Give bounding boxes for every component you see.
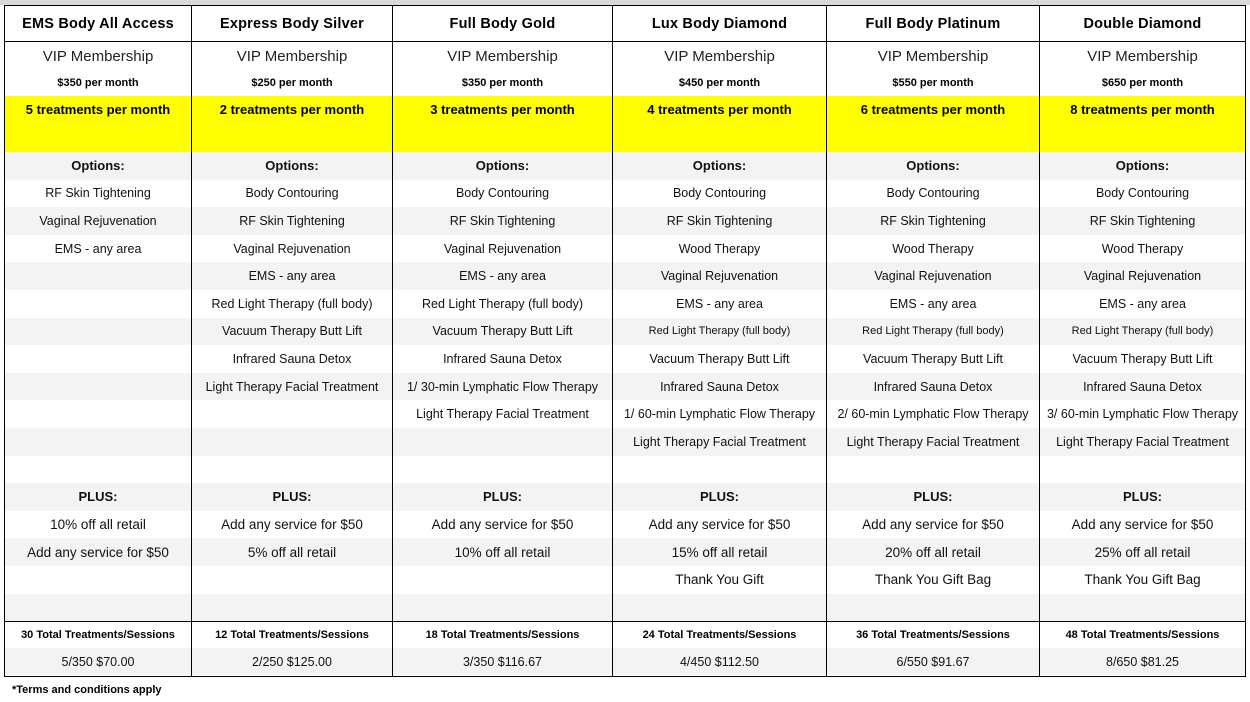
plus-heading: PLUS: bbox=[1040, 483, 1245, 511]
option-item: Red Light Therapy (full body) bbox=[613, 318, 826, 346]
option-item: EMS - any area bbox=[676, 296, 763, 311]
option-item bbox=[613, 456, 826, 484]
option-item bbox=[1040, 456, 1245, 484]
options-heading: Options: bbox=[1040, 152, 1245, 180]
plan-total-sessions: 36 Total Treatments/Sessions bbox=[827, 621, 1039, 648]
option-item: Vaginal Rejuvenation bbox=[613, 262, 826, 290]
plus-item: Add any service for $50 bbox=[431, 517, 574, 533]
option-item: EMS - any area bbox=[393, 262, 612, 290]
plan-membership: VIP Membership bbox=[1087, 47, 1198, 65]
option-item: Vaginal Rejuvenation bbox=[233, 241, 351, 256]
plan-title: Full Body Gold bbox=[393, 6, 612, 42]
plan-membership: VIP Membership bbox=[664, 47, 775, 65]
option-item: Infrared Sauna Detox bbox=[443, 351, 562, 366]
plan-column bbox=[1040, 6, 1245, 676]
options-heading: Options: bbox=[192, 152, 392, 180]
plan-treatments: 6 treatments per month bbox=[827, 96, 1039, 152]
plan-total-sessions: 18 Total Treatments/Sessions bbox=[393, 621, 612, 648]
plus-item: Add any service for $50 bbox=[648, 517, 791, 533]
plan-column bbox=[827, 6, 1040, 676]
option-item bbox=[5, 373, 191, 401]
plan-column bbox=[393, 6, 613, 676]
plan-price: $350 per month bbox=[461, 77, 544, 89]
plan-column bbox=[192, 6, 393, 676]
option-item: EMS - any area bbox=[192, 262, 392, 290]
options-heading: Options: bbox=[5, 152, 191, 180]
plus-item: 5% off all retail bbox=[192, 538, 392, 566]
option-item: Body Contouring bbox=[886, 186, 980, 201]
plan-price: $250 per month bbox=[251, 77, 333, 89]
plan-membership: VIP Membership bbox=[447, 47, 558, 65]
option-item: RF Skin Tightening bbox=[613, 207, 826, 235]
plus-item bbox=[613, 594, 826, 622]
option-item: Infrared Sauna Detox bbox=[613, 373, 826, 401]
plan-total-sessions: 24 Total Treatments/Sessions bbox=[613, 621, 826, 648]
plan-treatments: 2 treatments per month bbox=[192, 96, 392, 152]
option-item: Vacuum Therapy Butt Lift bbox=[393, 318, 612, 346]
option-item bbox=[192, 400, 392, 428]
plan-membership: VIP Membership bbox=[42, 47, 154, 65]
plan-treatments: 3 treatments per month bbox=[393, 96, 612, 152]
plan-total-sessions: 30 Total Treatments/Sessions bbox=[5, 621, 191, 648]
plan-price: $550 per month bbox=[892, 77, 974, 89]
option-item bbox=[5, 262, 191, 290]
plus-heading: PLUS: bbox=[827, 483, 1039, 511]
plan-treatments: 4 treatments per month bbox=[613, 96, 826, 152]
option-item: Infrared Sauna Detox bbox=[232, 351, 352, 366]
options-heading: Options: bbox=[827, 152, 1039, 180]
option-item: Wood Therapy bbox=[1101, 241, 1184, 256]
plan-treatments: 8 treatments per month bbox=[1040, 96, 1245, 152]
option-item: Body Contouring bbox=[455, 186, 550, 201]
plan-price: $350 per month bbox=[57, 77, 139, 89]
option-item: Body Contouring bbox=[1095, 186, 1190, 201]
option-item bbox=[5, 290, 191, 318]
option-item: EMS - any area bbox=[889, 296, 977, 311]
plus-item bbox=[5, 566, 191, 594]
option-item: RF Skin Tightening bbox=[827, 207, 1039, 235]
option-item: RF Skin Tightening bbox=[192, 207, 392, 235]
plus-item: Add any service for $50 bbox=[5, 538, 191, 566]
plan-membership: VIP Membership bbox=[236, 47, 348, 65]
plan-price: $450 per month bbox=[678, 77, 761, 89]
plan-cost-per-session: 8/650 $81.25 bbox=[1040, 648, 1245, 675]
plan-cost-per-session: 4/450 $112.50 bbox=[613, 648, 826, 675]
plus-heading: PLUS: bbox=[613, 483, 826, 511]
option-item: Vaginal Rejuvenation bbox=[827, 262, 1039, 290]
plus-item: Thank You Gift Bag bbox=[1084, 572, 1201, 588]
option-item: RF Skin Tightening bbox=[45, 186, 151, 201]
plus-item: 10% off all retail bbox=[50, 517, 146, 533]
plan-title: Double Diamond bbox=[1040, 6, 1245, 42]
option-item: Vaginal Rejuvenation bbox=[443, 241, 562, 256]
option-item: Body Contouring bbox=[245, 186, 339, 201]
option-item bbox=[393, 456, 612, 484]
plus-item: Add any service for $50 bbox=[862, 517, 1004, 533]
plus-item bbox=[1040, 594, 1245, 622]
plan-title: Lux Body Diamond bbox=[613, 6, 826, 42]
plus-heading: PLUS: bbox=[5, 483, 191, 511]
plan-cost-per-session: 2/250 $125.00 bbox=[192, 648, 392, 675]
plan-title: Express Body Silver bbox=[192, 6, 392, 42]
membership-table bbox=[4, 5, 1246, 677]
plus-item bbox=[393, 566, 612, 594]
option-item: Vacuum Therapy Butt Lift bbox=[863, 351, 1003, 366]
option-item bbox=[5, 456, 191, 484]
plus-item bbox=[827, 594, 1039, 622]
plan-column bbox=[5, 6, 192, 676]
plan-treatments: 5 treatments per month bbox=[5, 96, 191, 152]
plus-item bbox=[192, 594, 392, 622]
option-item bbox=[5, 400, 191, 428]
option-item: Light Therapy Facial Treatment bbox=[416, 407, 589, 422]
plus-item bbox=[393, 594, 612, 622]
plus-item: Thank You Gift bbox=[675, 572, 764, 588]
option-item: 1/ 60-min Lymphatic Flow Therapy bbox=[623, 407, 816, 422]
option-item: Wood Therapy bbox=[892, 241, 974, 256]
plan-column bbox=[613, 6, 827, 676]
option-item: 3/ 60-min Lymphatic Flow Therapy bbox=[1046, 407, 1239, 422]
option-item: Red Light Therapy (full body) bbox=[827, 318, 1039, 346]
option-item: Red Light Therapy (full body) bbox=[422, 296, 583, 311]
option-item: Vaginal Rejuvenation bbox=[1040, 262, 1245, 290]
option-item: Wood Therapy bbox=[678, 241, 761, 256]
option-item: Light Therapy Facial Treatment bbox=[1040, 428, 1245, 456]
plus-item bbox=[192, 566, 392, 594]
options-heading: Options: bbox=[613, 152, 826, 180]
options-heading: Options: bbox=[393, 152, 612, 180]
option-item: Vacuum Therapy Butt Lift bbox=[192, 318, 392, 346]
option-item: EMS - any area bbox=[54, 241, 142, 256]
option-item: Light Therapy Facial Treatment bbox=[192, 373, 392, 401]
option-item: Light Therapy Facial Treatment bbox=[613, 428, 826, 456]
option-item: Body Contouring bbox=[672, 186, 767, 201]
plus-item bbox=[5, 594, 191, 622]
option-item: 1/ 30-min Lymphatic Flow Therapy bbox=[393, 373, 612, 401]
plus-item: 15% off all retail bbox=[613, 538, 826, 566]
plus-item: 25% off all retail bbox=[1040, 538, 1245, 566]
plan-cost-per-session: 3/350 $116.67 bbox=[393, 648, 612, 675]
plan-cost-per-session: 5/350 $70.00 bbox=[5, 648, 191, 675]
option-item: Vacuum Therapy Butt Lift bbox=[649, 351, 790, 366]
plan-cost-per-session: 6/550 $91.67 bbox=[827, 648, 1039, 675]
plus-item: Add any service for $50 bbox=[221, 517, 363, 533]
plan-title: EMS Body All Access bbox=[5, 6, 191, 42]
option-item: Vaginal Rejuvenation bbox=[5, 207, 191, 235]
option-item bbox=[5, 318, 191, 346]
option-item bbox=[393, 428, 612, 456]
option-item: Red Light Therapy (full body) bbox=[211, 296, 373, 311]
option-item: Vacuum Therapy Butt Lift bbox=[1072, 351, 1213, 366]
option-item: Red Light Therapy (full body) bbox=[1040, 318, 1245, 346]
option-item: Light Therapy Facial Treatment bbox=[827, 428, 1039, 456]
plus-item: Add any service for $50 bbox=[1071, 517, 1214, 533]
plan-total-sessions: 48 Total Treatments/Sessions bbox=[1040, 621, 1245, 648]
option-item bbox=[5, 345, 191, 373]
option-item: 2/ 60-min Lymphatic Flow Therapy bbox=[837, 407, 1029, 422]
option-item bbox=[827, 456, 1039, 484]
option-item bbox=[5, 428, 191, 456]
option-item: Infrared Sauna Detox bbox=[827, 373, 1039, 401]
option-item: RF Skin Tightening bbox=[1040, 207, 1245, 235]
plan-membership: VIP Membership bbox=[877, 47, 989, 65]
option-item bbox=[192, 428, 392, 456]
option-item: Infrared Sauna Detox bbox=[1040, 373, 1245, 401]
plus-item: 10% off all retail bbox=[393, 538, 612, 566]
plan-price: $650 per month bbox=[1101, 77, 1184, 89]
terms-note: *Terms and conditions apply bbox=[12, 684, 162, 696]
plus-item: Thank You Gift Bag bbox=[874, 572, 992, 588]
option-item: EMS - any area bbox=[1099, 296, 1186, 311]
plan-title: Full Body Platinum bbox=[827, 6, 1039, 42]
option-item: RF Skin Tightening bbox=[393, 207, 612, 235]
plus-heading: PLUS: bbox=[393, 483, 612, 511]
plus-heading: PLUS: bbox=[192, 483, 392, 511]
option-item bbox=[192, 456, 392, 484]
plan-total-sessions: 12 Total Treatments/Sessions bbox=[192, 621, 392, 648]
plus-item: 20% off all retail bbox=[827, 538, 1039, 566]
